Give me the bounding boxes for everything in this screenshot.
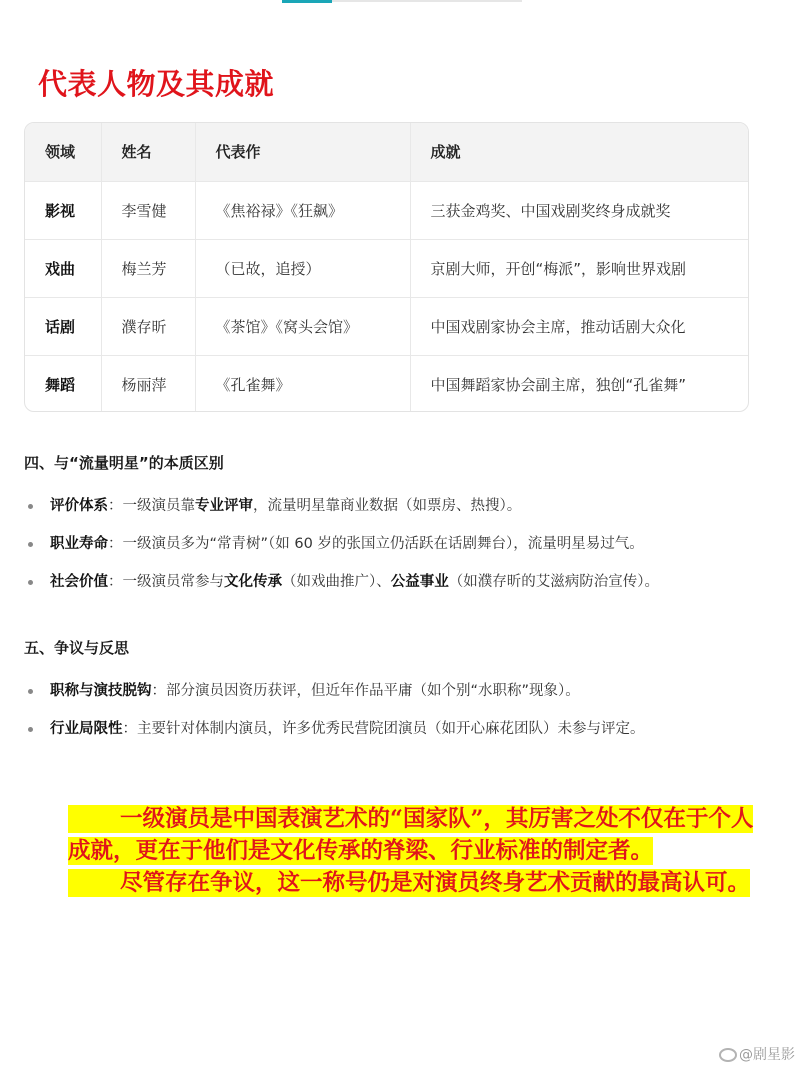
header-name: 姓名 xyxy=(101,123,195,181)
item-label: 职业寿命 xyxy=(50,536,108,552)
summary-paragraph: 尽管存在争议，这一称号仍是对演员终身艺术贡献的最高认可。 xyxy=(68,867,758,899)
section-title: 代表人物及其成就 xyxy=(38,67,275,101)
list-item xyxy=(24,534,804,554)
item-text: （如濮存昕的艾滋病防治宣传）。 xyxy=(448,574,659,590)
cell-name: 梅兰芳 xyxy=(101,239,195,297)
list-item xyxy=(24,496,804,516)
list-item xyxy=(24,719,804,739)
cell-name: 濮存昕 xyxy=(101,297,195,355)
item-emphasis: 专业评审 xyxy=(195,498,253,514)
item-label: 评价体系 xyxy=(50,498,108,514)
item-label: 社会价值 xyxy=(50,574,108,590)
bullet-dot xyxy=(28,580,33,585)
cell-name: 李雪健 xyxy=(101,181,195,239)
section4-list xyxy=(24,496,804,592)
summary-paragraph: 一级演员是中国表演艺术的“国家队”，其厉害之处不仅在于个人成就，更在于他们是文化传承的脊梁、行业标准的制定者。 xyxy=(68,806,754,864)
item-text: ：部分演员因资历获评，但近年作品平庸（如个别“水职称”现象）。 xyxy=(151,683,580,699)
cell-works: 《孔雀舞》 xyxy=(195,355,410,412)
item-text: ，流量明星靠商业数据（如票房、热搜）。 xyxy=(253,498,522,514)
cell-field: 戏曲 xyxy=(25,239,101,297)
weibo-icon xyxy=(719,1048,737,1062)
item-text: ：一级演员常参与 xyxy=(108,574,224,590)
item-text: ：一级演员靠 xyxy=(108,498,195,514)
header-field: 领域 xyxy=(25,123,101,181)
item-text: ：主要针对体制内演员，许多优秀民营院团演员（如开心麻花团队）未参与评定。 xyxy=(122,721,645,737)
table-row xyxy=(25,297,748,355)
cell-works: （已故，追授） xyxy=(195,239,410,297)
representatives-table xyxy=(24,122,749,412)
header-achievement: 成就 xyxy=(410,123,748,181)
item-emphasis: 文化传承 xyxy=(224,574,282,590)
cell-works: 《茶馆》《窝头会馆》 xyxy=(195,297,410,355)
cell-achievement: 中国戏剧家协会主席，推动话剧大众化 xyxy=(410,297,748,355)
table-row xyxy=(25,239,748,297)
bullet-dot xyxy=(28,542,33,547)
bullet-dot xyxy=(28,689,33,694)
watermark: @剧星影 xyxy=(719,1044,795,1064)
cell-achievement: 中国舞蹈家协会副主席，独创“孔雀舞” xyxy=(430,375,687,394)
item-label: 行业局限性 xyxy=(50,721,123,737)
table-row xyxy=(25,181,748,239)
cell-field: 舞蹈 xyxy=(25,355,101,412)
highlight-summary xyxy=(68,803,758,899)
bullet-dot xyxy=(28,727,33,732)
item-text: （如戏曲推广）、 xyxy=(282,574,391,590)
table-header-row xyxy=(25,123,748,181)
cell-name: 杨丽萍 xyxy=(101,355,195,412)
cell-field: 话剧 xyxy=(25,297,101,355)
item-label: 职称与演技脱钩 xyxy=(50,683,152,699)
header-works: 代表作 xyxy=(195,123,410,181)
top-accent-bar xyxy=(282,0,332,3)
cell-works: 《焦裕禄》《狂飙》 xyxy=(195,181,410,239)
cell-achievement: 京剧大师，开创“梅派”，影响世界戏剧 xyxy=(410,239,748,297)
bullet-dot xyxy=(28,504,33,509)
top-divider xyxy=(332,0,522,2)
item-text: ：一级演员多为“常青树”（如 60 岁的张国立仍活跃在话剧舞台），流量明星易过气。 xyxy=(108,536,644,552)
section5-heading: 五、争议与反思 xyxy=(24,639,130,657)
item-emphasis: 公益事业 xyxy=(390,574,449,590)
cell-field: 影视 xyxy=(25,181,101,239)
cell-achievement: 三获金鸡奖、中国戏剧奖终身成就奖 xyxy=(410,181,748,239)
list-item xyxy=(24,681,804,701)
table-row xyxy=(25,355,748,412)
section4-heading: 四、与“流量明星”的本质区别 xyxy=(24,454,224,472)
list-item xyxy=(24,572,804,592)
section5-list xyxy=(24,681,804,739)
